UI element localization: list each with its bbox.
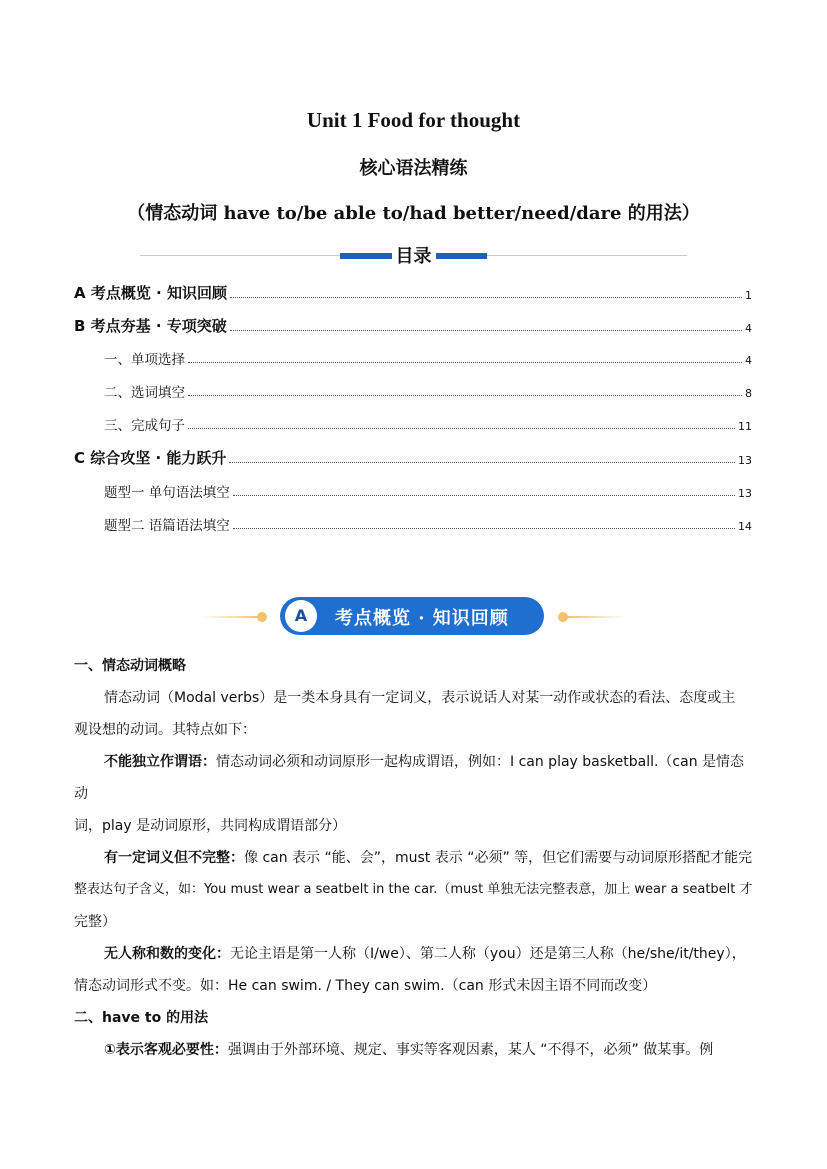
- toc-leader: [229, 462, 735, 463]
- paragraph-line: 情态动词形式不变。如：He can swim. / They can swim.（can 形式未因主语不同而改变）: [74, 978, 657, 994]
- toc-item-label: C 综合攻坚 · 能力跃升: [74, 449, 227, 467]
- paragraph: 情态动词（Modal verbs）是一类本身具有一定词义，表示说话人对某一动作或状态的看法、态度或主: [104, 690, 736, 706]
- document-topic: （情态动词 have to/be able to/had better/need/dare 的用法）: [127, 203, 700, 224]
- section-heading: 一、情态动词概略: [74, 658, 186, 674]
- toc-leader: [233, 495, 735, 496]
- toc-item-page: 11: [738, 420, 752, 433]
- toc-leader: [230, 330, 742, 331]
- toc-item-label: A 考点概览 · 知识回顾: [74, 284, 227, 302]
- term: ①表示客观必要性：: [104, 1042, 228, 1058]
- toc-item-page: 4: [745, 354, 752, 367]
- document-subtitle: 核心语法精练: [359, 158, 468, 179]
- paragraph: 不能独立作谓语：情态动词必须和动词原形一起构成谓语，例如：I can play basketball.（can 是情态动: [74, 754, 745, 802]
- section-heading: 二、have to 的用法: [74, 1010, 209, 1026]
- paragraph-line: 完整）: [74, 914, 116, 930]
- toc-item[interactable]: [104, 479, 752, 501]
- toc-item-page: 4: [745, 322, 752, 335]
- banner-text: 考点概览 · 知识回顾: [335, 608, 509, 629]
- toc-item[interactable]: [74, 314, 752, 336]
- document-title: Unit 1 Food for thought: [306, 108, 521, 132]
- toc-item[interactable]: [104, 512, 752, 534]
- banner-letter: A: [285, 600, 317, 632]
- paragraph-line: 观设想的动词。其特点如下：: [74, 722, 256, 738]
- toc-item[interactable]: [74, 281, 752, 303]
- paragraph: 无人称和数的变化：无论主语是第一人称（I/we）、第二人称（you）还是第三人称（he/she/it/they），: [104, 946, 746, 962]
- toc-leader: [188, 395, 742, 396]
- toc-item-page: 13: [738, 487, 752, 500]
- paragraph: ①表示客观必要性：强调由于外部环境、规定、事实等客观因素，某人 “不得不，必须” 做某事。例: [104, 1042, 714, 1058]
- toc-item-label: 三、完成句子: [104, 418, 185, 434]
- toc-leader: [188, 362, 742, 363]
- term: 无人称和数的变化：: [104, 946, 230, 962]
- term: 不能独立作谓语：: [104, 754, 216, 770]
- toc-item-label: 二、选词填空: [104, 385, 185, 401]
- toc-item-page: 13: [738, 454, 752, 467]
- toc-heading-label: 目录: [392, 246, 436, 267]
- toc-item-label: 题型二 语篇语法填空: [104, 518, 230, 534]
- toc-item[interactable]: [104, 379, 752, 401]
- toc-leader: [188, 428, 735, 429]
- banner-wing-left: [200, 616, 260, 618]
- section-banner: [195, 597, 635, 637]
- toc-heading: [140, 240, 687, 270]
- toc-item-label: B 考点夯基 · 专项突破: [74, 317, 227, 335]
- toc-item-label: 一、单项选择: [104, 352, 185, 368]
- section-content: [74, 650, 754, 1066]
- toc-item[interactable]: [104, 412, 752, 434]
- paragraph: 有一定词义但不完整：像 can 表示 “能、会”，must 表示 “必须” 等，但它们需要与动词原形搭配才能完: [104, 850, 753, 866]
- banner-dot-left: [257, 612, 267, 622]
- toc-leader: [230, 297, 742, 298]
- toc-item-label: 题型一 单句语法填空: [104, 485, 230, 501]
- toc-item-page: 1: [745, 289, 752, 302]
- banner-wing-right: [567, 616, 627, 618]
- toc-item-page: 14: [738, 520, 752, 533]
- toc-item-page: 8: [745, 387, 752, 400]
- paragraph-line: 整表达句子含义，如：You must wear a seatbelt in the car.（must 单独无法完整表意，加上 wear a seatbelt 才: [74, 882, 753, 897]
- toc-item[interactable]: [104, 346, 752, 368]
- toc-item[interactable]: [74, 446, 752, 468]
- paragraph-line: 词，play 是动词原形，共同构成谓语部分）: [74, 818, 347, 834]
- toc-leader: [233, 528, 735, 529]
- term: 有一定词义但不完整：: [104, 850, 244, 866]
